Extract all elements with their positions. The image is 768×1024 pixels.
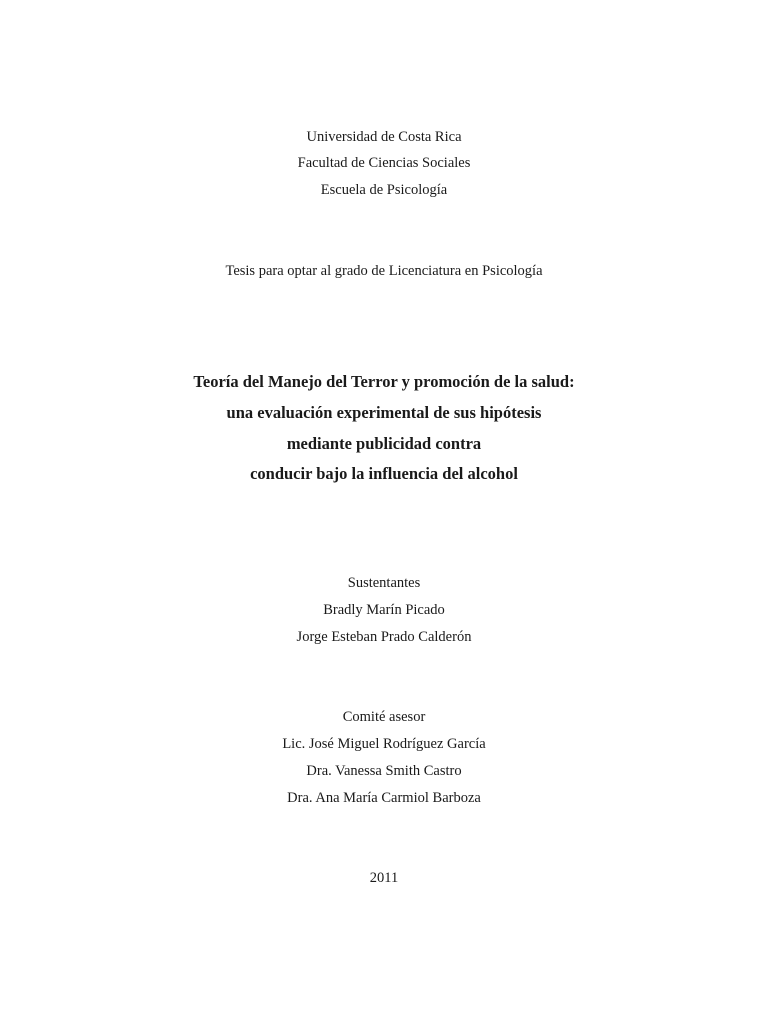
faculty-name: Facultad de Ciencias Sociales bbox=[297, 155, 471, 171]
publication-year: 2011 bbox=[369, 870, 399, 886]
title-line-2: una evaluación experimental de sus hipótesis bbox=[226, 403, 542, 422]
committee-member-3: Dra. Ana María Carmiol Barboza bbox=[287, 790, 481, 806]
author-name-1: Bradly Marín Picado bbox=[323, 602, 445, 618]
committee-member-2: Dra. Vanessa Smith Castro bbox=[306, 763, 462, 779]
title-line-1: Teoría del Manejo del Terror y promoción de la salud: bbox=[193, 372, 575, 391]
committee-member-1: Lic. José Miguel Rodríguez García bbox=[282, 736, 486, 752]
title-line-3: mediante publicidad contra bbox=[286, 434, 482, 453]
author-name-2: Jorge Esteban Prado Calderón bbox=[296, 629, 472, 645]
degree-statement: Tesis para optar al grado de Licenciatura en Psicología bbox=[225, 263, 543, 279]
title-line-4: conducir bajo la influencia del alcohol bbox=[250, 464, 518, 483]
university-name: Universidad de Costa Rica bbox=[306, 129, 462, 145]
school-name: Escuela de Psicología bbox=[320, 182, 448, 198]
authors-heading: Sustentantes bbox=[347, 575, 421, 591]
committee-heading: Comité asesor bbox=[342, 709, 426, 725]
